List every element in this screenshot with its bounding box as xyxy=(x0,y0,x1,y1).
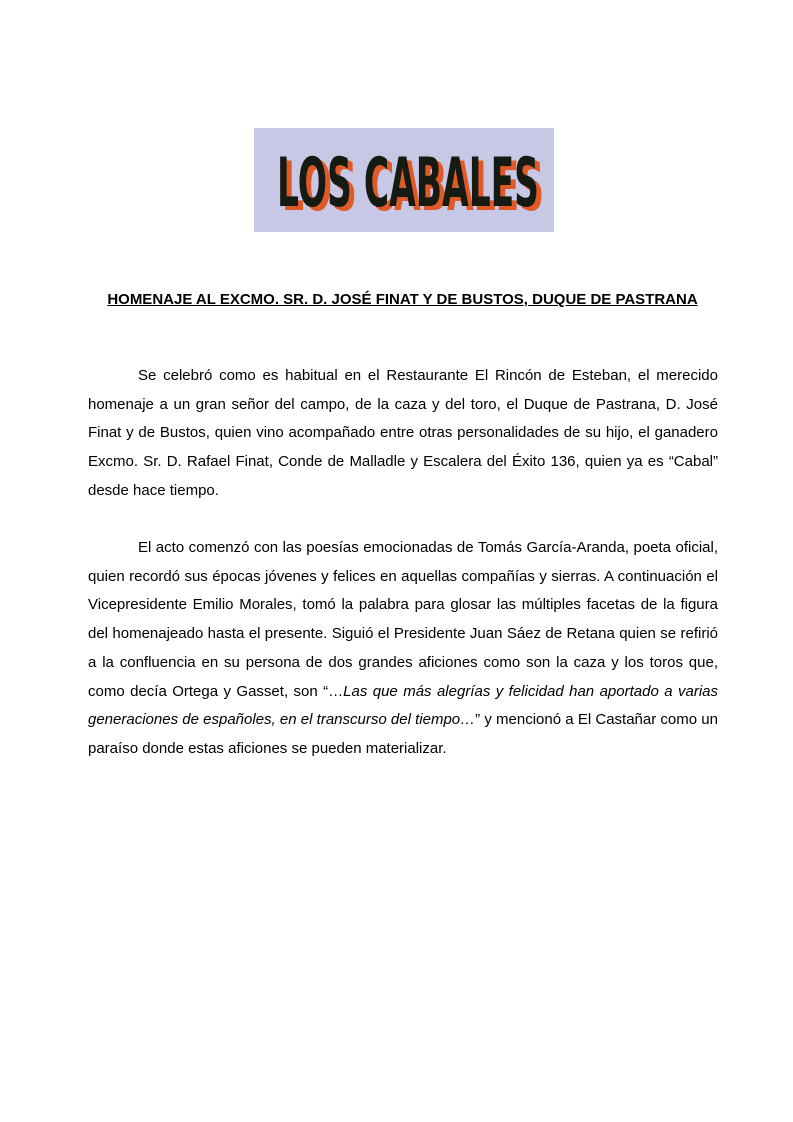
paragraph-2 xyxy=(88,534,718,764)
paragraph-2-quote: Las que más alegrías y felicidad han aportado a varias generaciones de españoles, en el transcurso del tiempo… xyxy=(88,682,718,729)
logo xyxy=(254,128,554,232)
logo-image xyxy=(254,128,554,232)
paragraph-1: Se celebró como es habitual en el Restaurante El Rincón de Esteban, el merecido homenaje a un gran señor del campo, de la caza y del toro, el Duque de Pastrana, D. José Finat y de Bustos, quien vino acompañado entre otras personalidades de su hijo, el ganadero Excmo. Sr. D. Rafael Finat, Conde de Malladle y Escalera del Éxito 136, quien ya es “Cabal” desde hace tiempo. xyxy=(88,367,718,499)
logo-text: LOS CABALES xyxy=(277,144,539,223)
paragraph-2-part-2: ” y mencionó a El Castañar como un paraíso donde estas aficiones se pueden materializar. xyxy=(88,711,718,757)
logo-shadow-text: LOS CABALES xyxy=(282,148,544,227)
article-heading: HOMENAJE AL EXCMO. SR. D. JOSÉ FINAT Y DE BUSTOS, DUQUE DE PASTRANA xyxy=(107,291,698,308)
paragraph-2-part-1: El acto comenzó con las poesías emocionadas de Tomás García-Aranda, poeta oficial, quien recordó sus épocas jóvenes y felices en aquellas compañías y sierras. A continuación el Vicepresidente Emilio Morales, tomó la palabra para glosar las múltiples facetas de la figura del homenajeado hasta el presente. Siguió el Presidente Juan Sáez de Retana quien se refirió a la confluencia en su persona de dos grandes aficiones como son la caza y los toros que, como decía Ortega y Gasset, son “… xyxy=(88,539,718,700)
